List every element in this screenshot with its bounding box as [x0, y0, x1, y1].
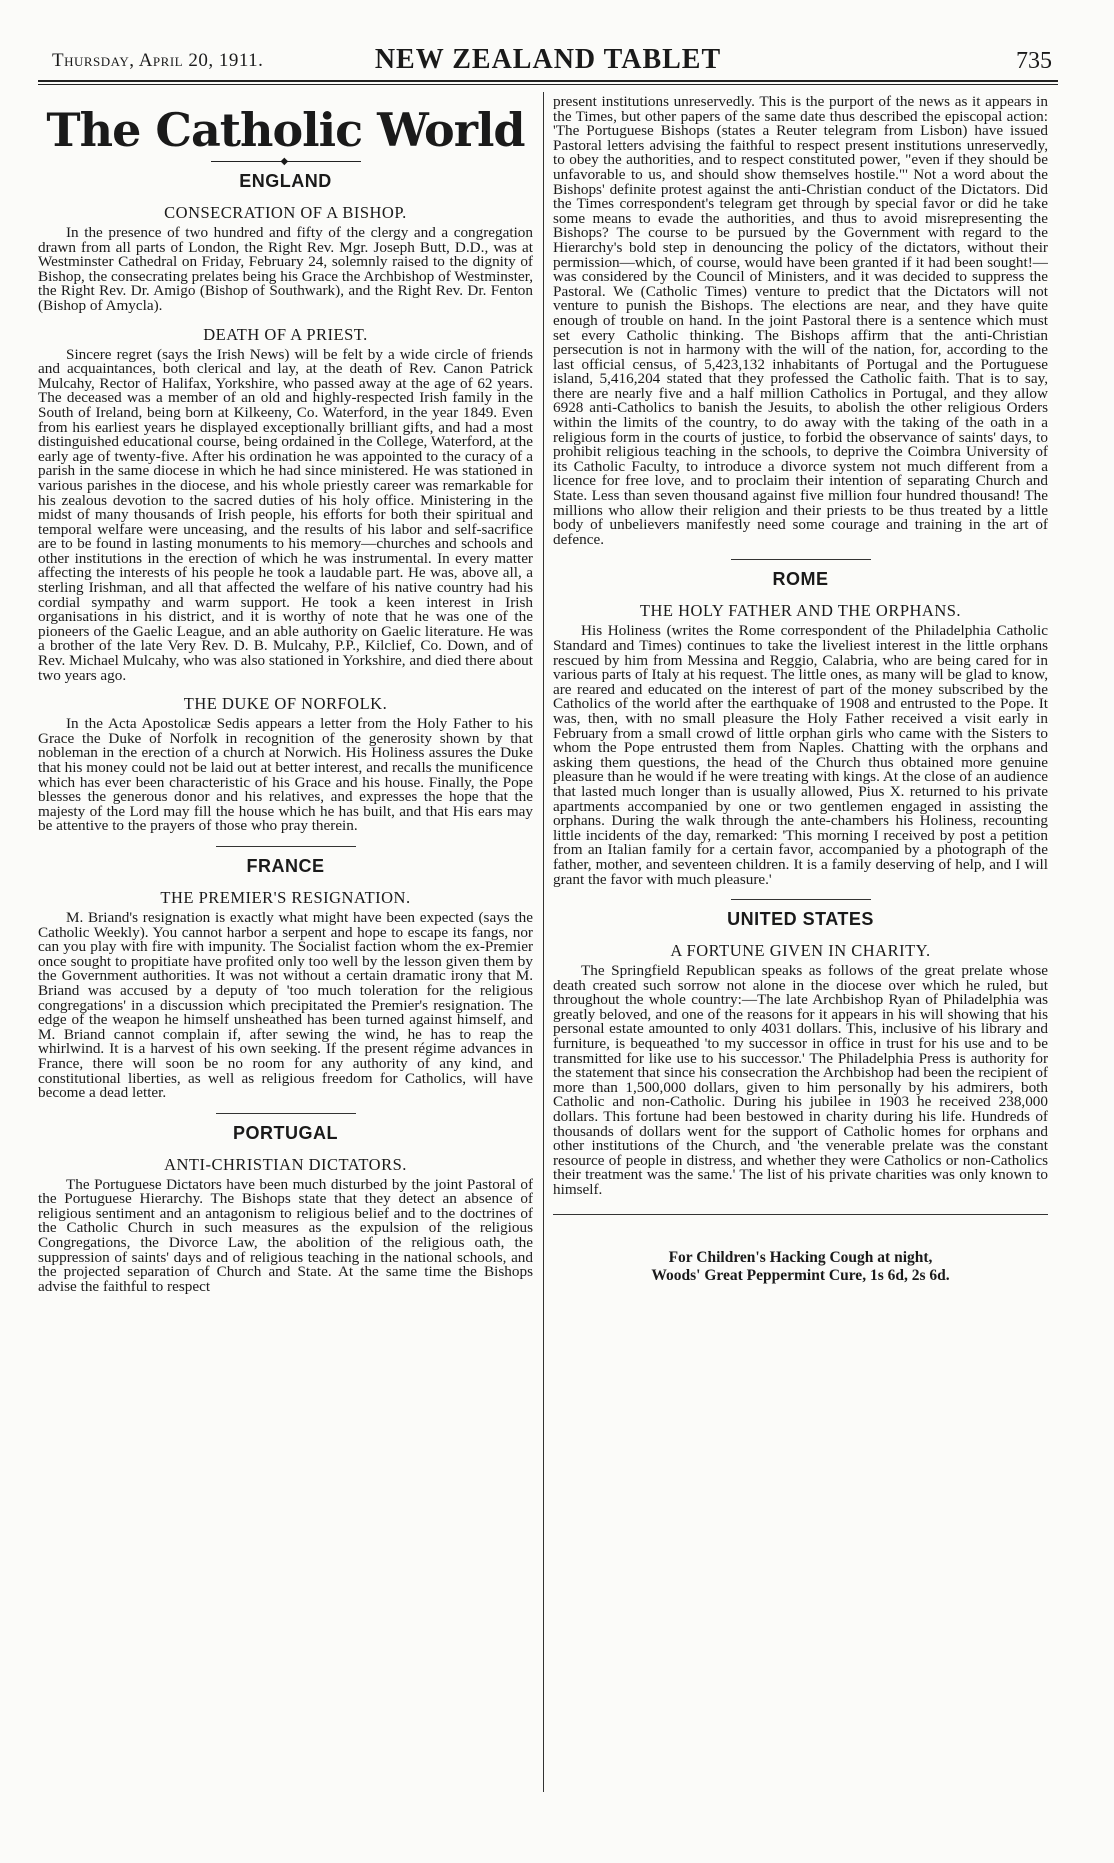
section-england: ENGLAND: [239, 171, 332, 191]
section-france: FRANCE: [246, 855, 325, 876]
headline-death-of-priest: DEATH OF A PRIEST.: [203, 324, 368, 344]
section-rule: [731, 899, 871, 900]
headline-anti-christian-dictators: ANTI-CHRISTIAN DICTATORS.: [164, 1154, 407, 1174]
article-anti-christian-dictators: The Portuguese Dictators have been much disturbed by the joint Pastoral of the Portuguese Hierarchy. The Bishops state that they detect an absence of religious sentiment and an antagonism to religious belief and to the doctrines of the Catholic Church in such measures as the expulsion of the religious Congregations, the Divorce Law, the abolition of the religious oath, the suppression of saints' days and of religious teaching in the national schools, and the projected separation of Church and State. At the same time the Bishops advise the faithful to respect: [38, 1175, 533, 1295]
column-divider: [543, 92, 544, 1792]
advert-line-1: For Children's Hacking Cough at night,: [668, 1248, 933, 1266]
article-consecration: In the presence of two hundred and fifty of the clergy and a congregation drawn from all parts of London, the Right Rev. Mgr. Joseph Butt, D.D., was at Westminster Cathedral on Friday, February 24, solemnly raised to the dignity of Bishop, the consecrating prelates being his Grace the Archbishop of Westminster, the Right Rev. Dr. Amigo (Bishop of Southwark), and the Right Rev. Dr. Fenton (Bishop of Amycla).: [38, 224, 533, 314]
page-number: 735: [1016, 48, 1052, 74]
headline-premier-resignation: THE PREMIER'S RESIGNATION.: [160, 887, 411, 907]
newspaper-title: NEW ZEALAND TABLET: [374, 44, 722, 75]
title-rule: [211, 156, 361, 167]
advert-line-2: Woods' Great Peppermint Cure, 1s 6d, 2s 6d.: [651, 1266, 950, 1284]
masthead: [38, 40, 1058, 82]
article-duke-of-norfolk: In the Acta Apostolicæ Sedis appears a letter from the Holy Father to his Grace the Duke of Norfolk in recognition of the generosity shown by that nobleman in the erection of a church at Norwich. His Holiness assures the Duke that his money could not be laid out at better interest, and recalls the munificence which has ever been characteristic of his Grace and his house. Finally, the Pope blesses the generous donor and his relatives, and expresses the hope that the majesty of the Lord may fill the house which he has built, and that His ears may be attentive to the prayers of those who pray therein.: [38, 715, 533, 835]
article-premier-resignation: M. Briand's resignation is exactly what might have been expected (says the Catholic Weekly). You cannot harbor a serpent and hope to escape its fangs, nor can you play with fire with impunity. The Socialist faction whom the ex-Premier once sought to propitiate have profited only too well by the lesson given them by the Government authorities. It was not without a certain dramatic irony that M. Briand was accused by a deputy of 'too much toleration for the religious congregations' in a discussion which precipitated the Premier's resignation. The edge of the weapon he himself unsheathed has been turned against himself, and M. Briand cannot complain if, after sewing the wind, he has to reap the whirlwind. It is a harvest of his own seeking. If the present régime advances in France, there will soon be no room for any authority of any kind, and constitutional liberties, as well as religious freedom for Catholics, will have become a dead letter.: [38, 908, 533, 1102]
article-fortune-in-charity: The Springfield Republican speaks as follows of the great prelate whose death created such sorrow not alone in the diocese over which he ruled, but throughout the whole country:—The late Archbishop Ryan of Philadelphia was greatly beloved, and one of the reasons for it appears in his will showing that his personal estate amounted to only 4031 dollars. This, inclusive of his library and furniture, is bequeathed 'to my successor in office in trust for his use and to be transmitted for like use to his successor.' The Philadelphia Press is authority for the statement that since his consecration the Archbishop had been the recipient of more than 1,500,000 dollars, given to him personally by his admirers, both Catholic and non-Catholic. During his jubilee in 1903 he received 238,000 dollars. This fortune had been bestowed in charity during his life. Hundreds of thousands of dollars went for the support of Catholic homes for orphans and other institutions of the Church, and 'the venerable prelate was the constant resource of people in distress, and whether they were Catholics or non-Catholics their treatment was the same.' The list of his private charities was only known to himself.: [553, 962, 1048, 1198]
masthead-rule: [38, 80, 1058, 82]
section-portugal: PORTUGAL: [233, 1122, 338, 1143]
article-holy-father-orphans: His Holiness (writes the Rome correspondent of the Philadelphia Catholic Standard and Times) continues to take the liveliest interest in the little orphans rescued by him from Messina and Reggio, Calabria, who are being cared for in various parts of Italy at his request. The little ones, as many will be glad to know, are reared and educated on the interest of part of the money subscribed by the Catholics of the world after the earthquake of 1908 and entrusted to the Pope. It was, then, with no small pleasure the Holy Father received a visit early in February from a small crowd of little orphan girls who came with the Sisters to whom the Pope entrusted them from Naples. Chatting with the orphans and asking them questions, the head of the Church thus obtained more genuine pleasure than he would if he were treating with kings. At the close of an audience that lasted much longer than is usually allowed, Pius X. returned to his private apartments accompanied by one or two gentlemen engaged in assisting the orphans. During the walk through the ante-chambers his Holiness, recounting little incidents of the day, remarked: 'This morning I received by post a petition from an Italian family for a certain favor, accompanied by a photograph of the father, mother, and seventeen children. It is a family deserving of help, and I will grant the favor with much pleasure.': [553, 622, 1048, 888]
section-rule: [731, 559, 871, 560]
page-title: The Catholic World: [46, 103, 525, 157]
headline-consecration: CONSECRATION OF A BISHOP.: [164, 203, 407, 222]
headline-duke-of-norfolk: THE DUKE OF NORFOLK.: [183, 694, 388, 714]
masthead-rule-thin: [38, 84, 1058, 85]
left-column: [38, 95, 533, 1830]
section-rome: ROME: [772, 569, 829, 590]
issue-date: Thursday, April 20, 1911.: [52, 50, 264, 71]
right-column: [553, 95, 1048, 1830]
headline-holy-father-orphans: THE HOLY FATHER AND THE ORPHANS.: [639, 601, 962, 621]
advert-rule: [553, 1214, 1048, 1215]
headline-fortune-in-charity: A FORTUNE GIVEN IN CHARITY.: [670, 941, 931, 961]
article-portugal-continued: present institutions unreservedly. This is the purport of the news as it appears in the Times, but other papers of the same date thus described the episcopal action: 'The Portuguese Bishops (states a Reuter telegram from Lisbon) have issued Pastoral letters advising the faithful to respect present institutions unreservedly, to obey the authorities, and to respect constituted power, "even if they should be unfavorable to us, and should show themselves hostile."' Not a word about the Bishops' definite protest against the anti-Christian conduct of the Dictators. Did the Times correspondent's telegram get through by special favor or did he take some means to evade the authorities, and thus to avoid misrepresenting the Bishops? The course to be pursued by the Government with regard to the Hierarchy's bold step in denouncing the policy of the dictators, without their permission—which, of course, would have been granted if it had been sought!—was considered by the Council of Ministers, and it was decided to suppress the Pastoral. We (Catholic Times) venture to predict that the Dictators will not venture to punish the Bishops. The elections are near, and they have quite enough of trouble on hand. In the joint Pastoral there is a sentence which must set every Catholic thinking. The Bishops affirm that the anti-Christian persecution is not in harmony with the will of the nation, for, according to the last official census, of 5,423,132 inhabitants of Portugal and the Portuguese island, 5,416,204 stated that they professed the Catholic faith. That is to say, there are nearly five and a half million Catholics in Portugal, and they allow 6928 anti-Catholics to banish the Jesuits, to abolish the other religious Orders within the limits of the country, to do away with the taking of the oath in a religious form in the courts of justice, to forbid the observance of saints' days, to prohibit religious teaching in the schools, to deprive the Coimbra University of its Catholic Faculty, to introduce a divorce system not much different from a licence for free love, and to proclaim their intention of separating Church and State. Less than seven thousand against five million four hundred thousand! The millions who allow their religion and their priests to be thus treated by a little body of unbelievers manifestly need some courage and training in the art of defence.: [553, 95, 1048, 548]
advertisement: [553, 1249, 1048, 1285]
section-united-states: UNITED STATES: [727, 909, 874, 930]
section-rule: [216, 1113, 356, 1114]
section-rule: [216, 846, 356, 847]
article-death-of-priest: Sincere regret (says the Irish News) will be felt by a wide circle of friends and acquaintances, both clerical and lay, at the death of Rev. Canon Patrick Mulcahy, Rector of Halifax, Yorkshire, who passed away at the age of 62 years. The deceased was a member of an old and highly-respected Irish family in the South of Ireland, being born at Kilkeeny, Co. Waterford, in the year 1849. Even from his earliest years he displayed exceptionally brilliant gifts, and had a most distinguished educational course, being ordained in the College, Waterford, at the early age of twenty-five. After his ordination he was appointed to the curacy of a parish in the same diocese in which he had since ministered. He was stationed in various parishes in the diocese, and his whole priestly career was remarkable for his zealous devotion to the sacred duties of his holy office. Ministering in the midst of many thousands of Irish people, his efforts for both their spiritual and temporal welfare were unceasing, and the results of his labor and self-sacrifice are to be found in lasting monuments to his memory—churches and schools and other institutions in the erection of which he was instrumental. In every matter affecting the interests of his people he took a laudable part. He was, above all, a sterling Irishman, and all that affected the welfare of his native country had his cordial sympathy and warm support. He took a keen interest in Irish organisations in his district, and it is worthy of note that he was one of the pioneers of the Gaelic League, and an able authority on Gaelic literature. He was a brother of the late Very Rev. D. B. Mulcahy, P.P., Kilclief, Co. Down, and of Rev. Michael Mulcahy, who was also stationed in Yorkshire, and died there about two years ago.: [38, 345, 533, 684]
diamond-ornament-icon: ◆: [280, 156, 289, 167]
